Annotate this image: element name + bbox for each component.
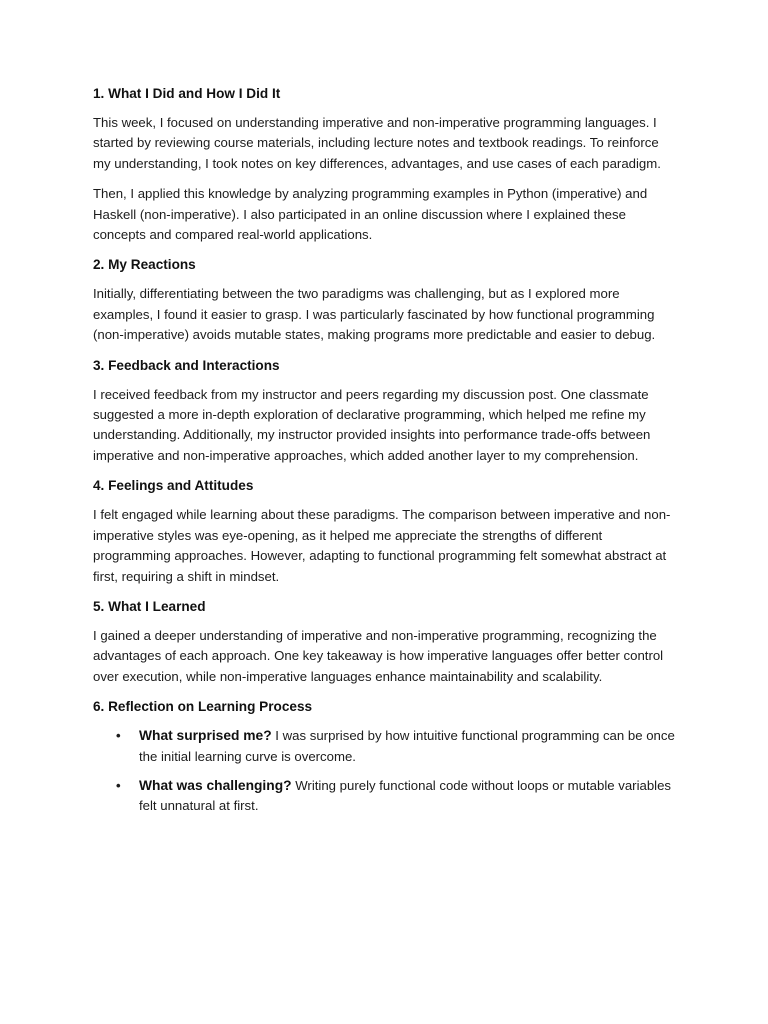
section-reflection-learning xyxy=(93,697,678,817)
section-feelings-attitudes xyxy=(93,476,678,587)
list-item xyxy=(116,776,678,817)
bullet-text: I was surprised by how intuitive functional programming can be once the initial learning curve is overcome. xyxy=(139,728,675,764)
bullet-lead: What was challenging? xyxy=(139,777,292,793)
section-heading: 2. My Reactions xyxy=(93,257,196,273)
document-page xyxy=(93,84,678,826)
bullet-marker: • xyxy=(116,777,121,793)
section-heading: 5. What I Learned xyxy=(93,598,206,614)
section-what-i-learned xyxy=(93,597,678,687)
paragraph: I received feedback from my instructor and peers regarding my discussion post. One classmate suggested a more in-depth exploration of declarative programming, which helped me refine my understanding. Additionally, my instructor provided insights into performance trade-offs between imperative and non-imperative approaches, which added another layer to my comprehension. xyxy=(93,386,651,463)
section-heading: 4. Feelings and Attitudes xyxy=(93,478,254,494)
bullet-text: Writing purely functional code without loops or mutable variables felt unnatural at first. xyxy=(139,777,672,814)
bullet-marker: • xyxy=(116,728,121,744)
paragraph: I gained a deeper understanding of imperative and non-imperative programming, recognizing the advantages of each approach. One key takeaway is how imperative languages offer better control over execution, while non-imperative languages enhance maintainability and scalability. xyxy=(93,627,664,684)
paragraph: I felt engaged while learning about these paradigms. The comparison between imperative and non-imperative styles was eye-opening, as it helped me appreciate the strengths of different programming approaches. However, adapting to functional programming felt somewhat abstract at first, requiring a shift in mindset. xyxy=(93,507,671,584)
bullet-lead: What surprised me? xyxy=(139,728,272,744)
paragraph: Then, I applied this knowledge by analyzing programming examples in Python (imperative) and Haskell (non-imperative). I also participated in an online discussion where I explained these concepts and compared real-world applications. xyxy=(93,186,648,243)
paragraph: This week, I focused on understanding imperative and non-imperative programming languages. I started by reviewing course materials, including lecture notes and textbook readings. To reinforce my understanding, I took notes on key differences, advantages, and use cases of each paradigm. xyxy=(93,115,661,171)
section-heading: 3. Feedback and Interactions xyxy=(93,357,280,373)
section-what-i-did xyxy=(93,84,678,245)
section-heading: 6. Reflection on Learning Process xyxy=(93,699,313,715)
list-item xyxy=(116,726,678,767)
bullet-list xyxy=(93,726,678,817)
section-feedback-interactions xyxy=(93,356,678,467)
section-my-reactions xyxy=(93,255,678,345)
paragraph: Initially, differentiating between the two paradigms was challenging, but as I explored more examples, I found it easier to grasp. I was particularly fascinated by how functional programming (non-imperative) avoids mutable states, making programs more predictable and easier to debug. xyxy=(93,286,656,343)
section-heading: 1. What I Did and How I Did It xyxy=(93,86,281,101)
